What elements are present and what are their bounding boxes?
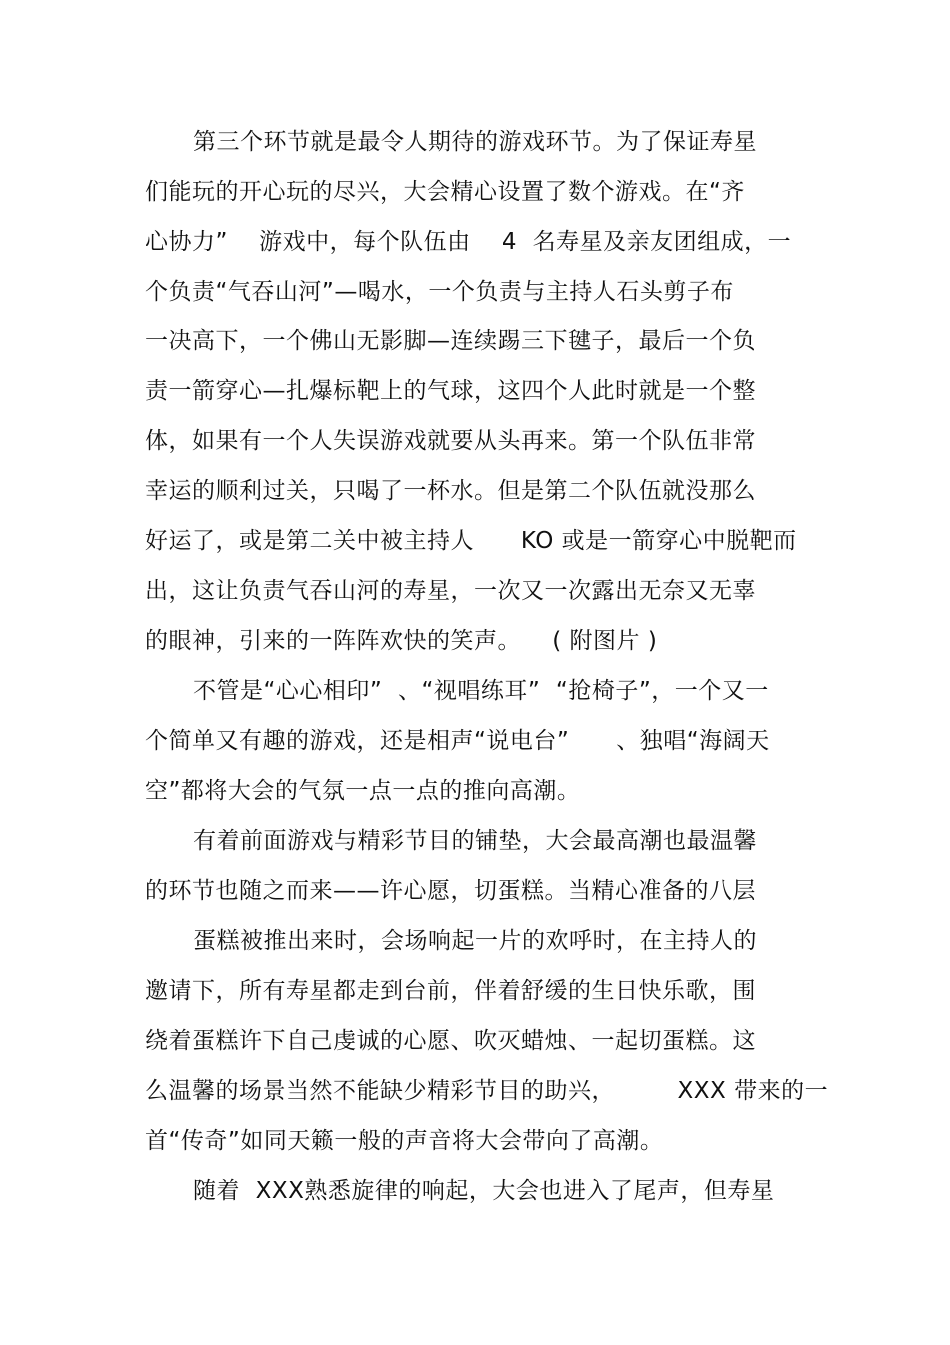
text-line: 绕着蛋糕许下自己虔诚的心愿、吹灭蜡烛、一起切蛋糕。这 xyxy=(145,1028,756,1054)
text-line: 一决高下，一个佛山无影脚—连续踢三下毽子，最后一个负 xyxy=(145,328,756,354)
text-line: 随着 XXX熟悉旋律的响起，大会也进入了尾声，但寿星 xyxy=(193,1178,775,1204)
text-line: 第三个环节就是最令人期待的游戏环节。为了保证寿星 xyxy=(193,129,757,155)
text-line: 邀请下，所有寿星都走到台前，伴着舒缓的生日快乐歌，围 xyxy=(145,978,756,1004)
text-line: 个简单又有趣的游戏，还是相声“说电台” 、独唱“海阔天 xyxy=(145,728,770,754)
text-line: 体，如果有一个人失误游戏就要从头再来。第一个队伍非常 xyxy=(145,428,756,454)
text-line: 不管是“心心相印” 、“视唱练耳” “抢椅子”，一个又一 xyxy=(193,678,769,704)
text-line: 责一箭穿心—扎爆标靶上的气球，这四个人此时就是一个整 xyxy=(145,378,756,404)
text-line: 出，这让负责气吞山河的寿星，一次又一次露出无奈又无辜 xyxy=(145,578,756,604)
text-line: 好运了，或是第二关中被主持人 KO 或是一箭穿心中脱靶而 xyxy=(145,528,797,554)
text-line: 们能玩的开心玩的尽兴，大会精心设置了数个游戏。在“齐 xyxy=(145,179,745,205)
text-line: 幸运的顺利过关，只喝了一杯水。但是第二个队伍就没那么 xyxy=(145,478,756,504)
text-line: 的环节也随之而来——许心愿，切蛋糕。当精心准备的八层 xyxy=(145,878,756,904)
text-line: 有着前面游戏与精彩节目的铺垫，大会最高潮也最温馨 xyxy=(193,828,757,854)
text-line: 心协力” 游戏中，每个队伍由 4 名寿星及亲友团组成，一 xyxy=(145,229,792,255)
text-line: 的眼神，引来的一阵阵欢快的笑声。 ( 附图片 ) xyxy=(145,628,658,654)
text-line: 个负责“气吞山河”—喝水，一个负责与主持人石头剪子布 xyxy=(145,279,734,305)
text-line: 么温馨的场景当然不能缺少精彩节目的助兴， XXX 带来的一 xyxy=(145,1078,829,1104)
text-line: 首“传奇”如同天籁一般的声音将大会带向了高潮。 xyxy=(145,1128,664,1154)
text-line: 空”都将大会的气氛一点一点的推向高潮。 xyxy=(145,778,581,804)
text-line: 蛋糕被推出来时，会场响起一片的欢呼时，在主持人的 xyxy=(193,928,757,954)
